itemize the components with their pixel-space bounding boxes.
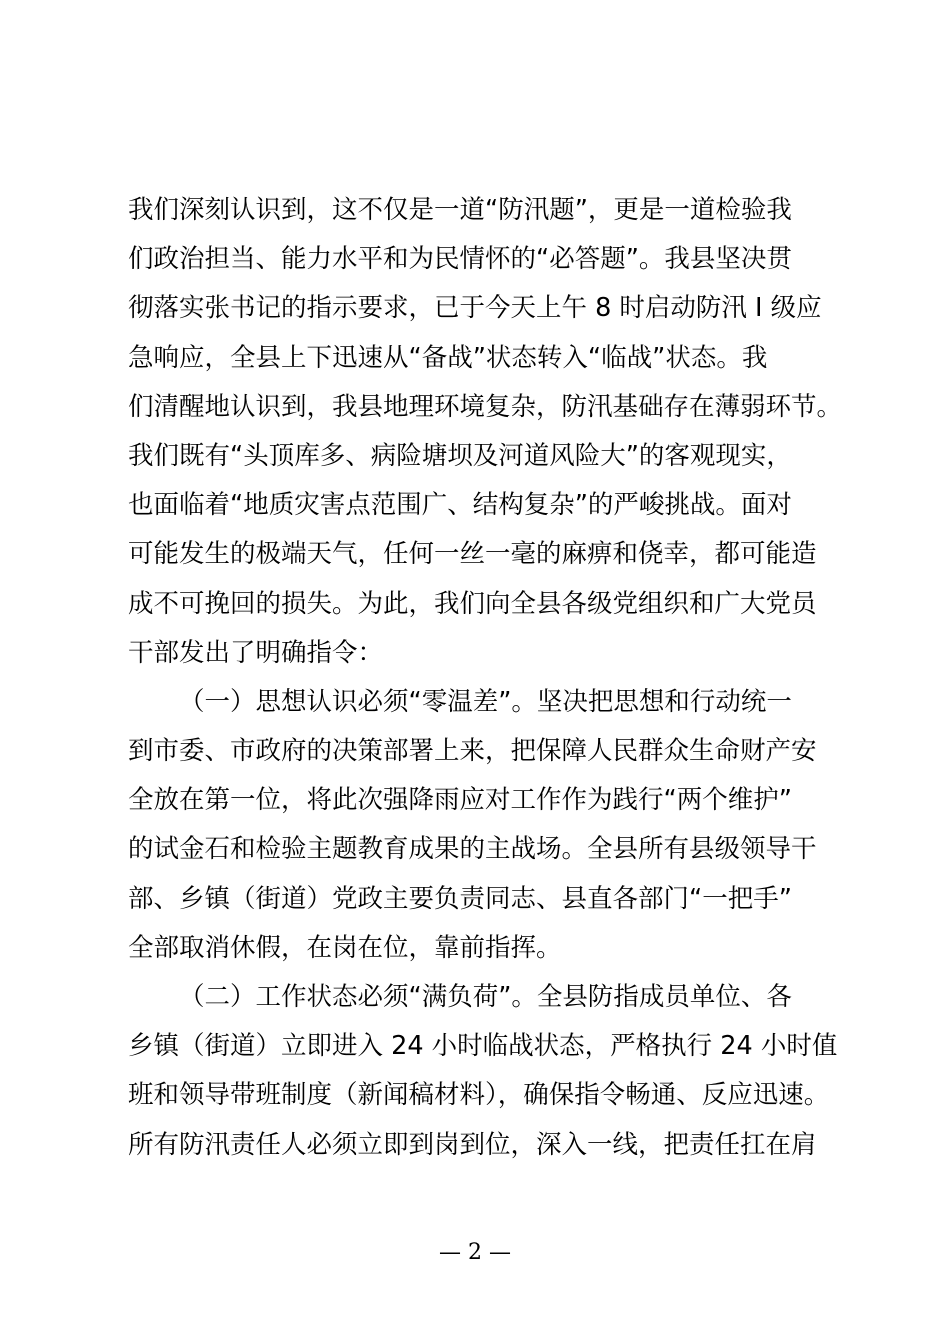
text-line: 全放在第一位，将此次强降雨应对工作作为践行“两个维护”: [128, 785, 792, 816]
text-line: 乡镇（街道）立即进入 24 小时临战状态，严格执行 24 小时值: [128, 1031, 838, 1062]
section-heading-line: （二）工作状态必须“满负荷”。全县防指成员单位、各: [179, 982, 792, 1012]
text-line: 急响应，全县上下迅速从“备战”状态转入“临战”状态。我: [128, 342, 768, 373]
text-line: 到市委、市政府的决策部署上来，把保障人民群众生命财产安: [128, 736, 817, 767]
text-line: 我们深刻认识到，这不仅是一道“防汛题”，更是一道检验我: [128, 195, 792, 225]
section-heading-line: （一）思想认识必须“零温差”。坚决把思想和行动统一: [179, 686, 792, 717]
body-text: [128, 186, 843, 1170]
text-line: 班和领导带班制度（新闻稿材料），确保指令畅通、反应迅速。: [128, 1080, 830, 1111]
text-line: 可能发生的极端天气，任何一丝一毫的麻痹和侥幸，都可能造: [128, 539, 817, 570]
text-line: 我们既有“头顶库多、病险塘坝及河道风险大”的客观现实，: [128, 440, 792, 471]
text-line: 也面临着“地质灾害点范围广、结构复杂”的严峻挑战。面对: [128, 490, 792, 521]
text-line: 部、乡镇（街道）党政主要负责同志、县直各部门“一把手”: [128, 883, 792, 914]
text-line: 们清醒地认识到，我县地理环境复杂，防汛基础存在薄弱环节。: [128, 391, 843, 422]
text-line: 干部发出了明确指令：: [128, 637, 384, 668]
text-line: 们政治担当、能力水平和为民情怀的“必答题”。我县坚决贯: [128, 244, 792, 275]
text-line: 成不可挽回的损失。为此，我们向全县各级党组织和广大党员: [128, 588, 817, 619]
text-line: 的试金石和检验主题教育成果的主战场。全县所有县级领导干: [128, 834, 817, 865]
text-line: 彻落实张书记的指示要求，已于今天上午 8 时启动防汛 I 级应: [128, 293, 822, 324]
text-line: 所有防汛责任人必须立即到岗到位，深入一线，把责任扛在肩: [128, 1129, 817, 1160]
text-line: 全部取消休假，在岗在位，靠前指挥。: [128, 932, 562, 963]
page-number: — 2 —: [439, 1240, 511, 1265]
